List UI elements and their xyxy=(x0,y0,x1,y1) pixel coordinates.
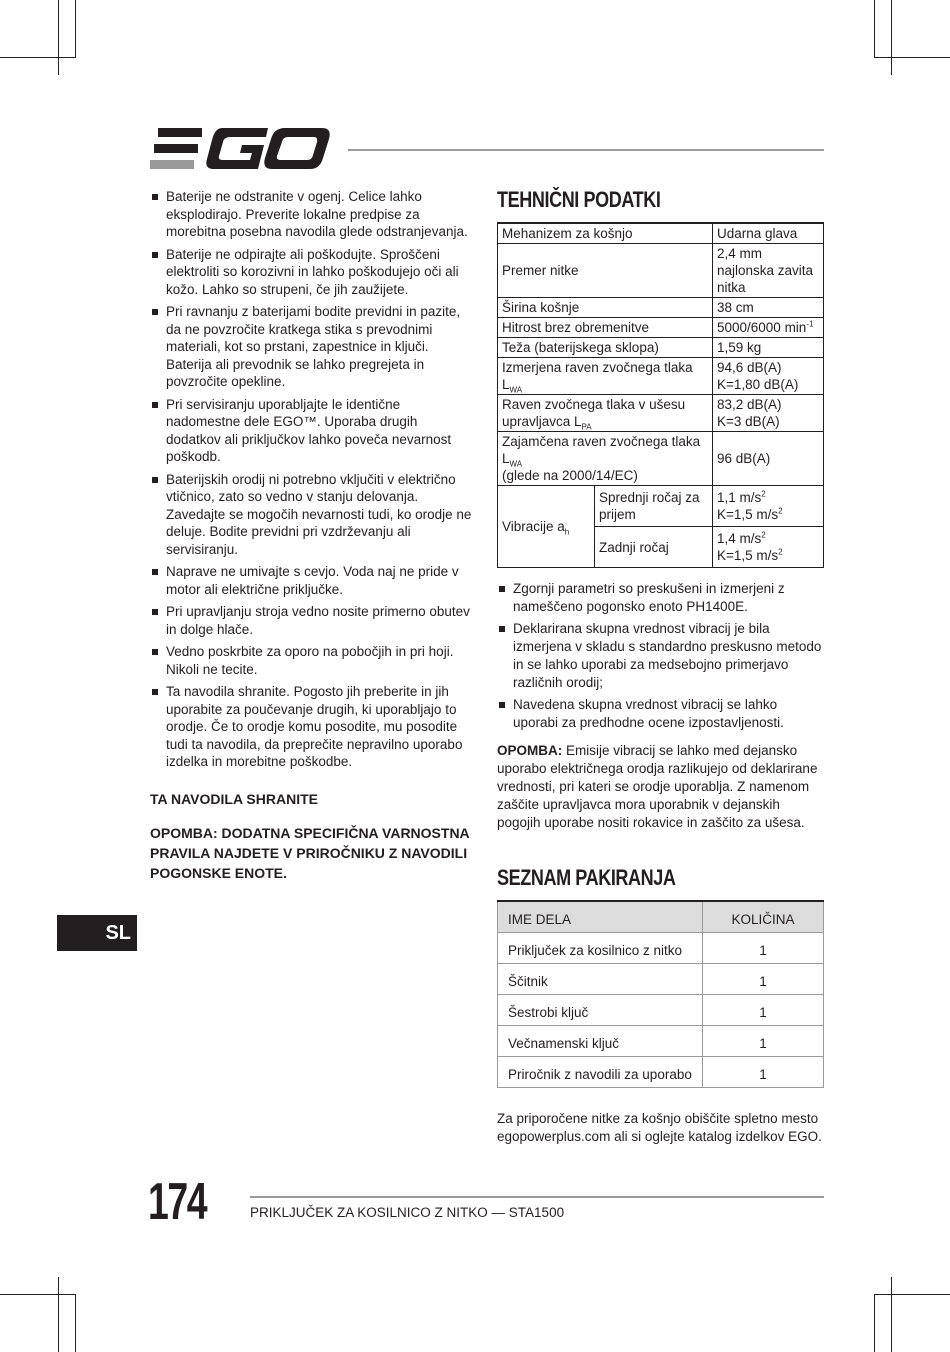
tech-data-title: TEHNIČNI PODATKI xyxy=(497,187,661,212)
lpa-label: Raven zvočnega tlaka v ušesu upravljavca L xyxy=(502,397,686,429)
part-quantity: 1 xyxy=(703,1057,824,1088)
spec-value: 96 dB(A) xyxy=(713,432,824,486)
spec-value xyxy=(713,486,824,527)
vibration-note xyxy=(497,742,824,832)
list-item: Navedena skupna vrednost vibracij se lahko uporabi za predhodne ocene izpostavljenosti. xyxy=(497,696,824,732)
list-item: Baterijskih orodij ni potrebno vključiti v električno vtičnico, zato so vedno v stanju delovanja. Zavedajte se mogočih nevarnosti tudi, ko orodje ne deluje. Bodite previdni pri vzdrževanju ali servisiranju. xyxy=(150,471,475,559)
note-text: Emisije vibracij se lahko med dejansko uporabo električnega orodja razlikujejo od deklarirane vrednosti, pri kateri se orodje uporablja. Z namenom zaščite upravljavca mora uporabnik v dejanskih pogojih uporabe nositi rokavice in zaščito za ušesa. xyxy=(497,743,818,830)
crop-mark xyxy=(875,1294,950,1295)
vibration-subscript: h xyxy=(564,527,570,537)
rear-vibration-uncertainty: K=1,5 m/s xyxy=(717,548,779,563)
part-quantity: 1 xyxy=(703,1026,824,1057)
footer-rule xyxy=(250,1196,824,1198)
list-item: Zgornji parametri so preskušeni in izmerjeni z nameščeno pogonsko enoto PH1400E. xyxy=(497,580,824,616)
safety-column xyxy=(150,188,475,883)
list-item: Naprave ne umivajte s cevjo. Voda naj ne pride v motor ali električne priključke. xyxy=(150,563,475,598)
part-quantity: 1 xyxy=(703,964,824,995)
spec-label: Premer nitke xyxy=(498,244,713,298)
lwa-value: 94,6 dB(A) xyxy=(717,360,782,375)
guaranteed-label: Zajamčena raven zvočnega tlaka L xyxy=(502,434,701,466)
crop-mark xyxy=(874,0,875,58)
table-row xyxy=(498,298,824,318)
spec-label: Širina košnje xyxy=(498,298,713,318)
spec-value xyxy=(713,395,824,432)
additional-rules-note: OPOMBA: DODATNA SPECIFIČNA VARNOSTNA PRAVILA NAJDETE V PRIROČNIKU Z NAVODILI POGONSKE ENOTE. xyxy=(150,824,470,881)
spec-value: 38 cm xyxy=(713,298,824,318)
vibration-label xyxy=(498,486,595,568)
unit-exponent: 2 xyxy=(761,530,766,540)
part-name: Večnamenski ključ xyxy=(498,1026,703,1057)
list-item: Pri upravljanju stroja vedno nosite primerno obutev in dolge hlače. xyxy=(150,603,475,638)
packing-footnote: Za priporočene nitke za košnjo obiščite spletno mesto egopowerplus.com ali si oglejte katalog izdelkov EGO. xyxy=(497,1111,822,1144)
part-name: Šestrobi ključ xyxy=(498,995,703,1026)
tech-data-table xyxy=(497,222,824,568)
unit-exponent: 2 xyxy=(761,489,766,499)
spec-value: 2,4 mm najlonska zavita nitka xyxy=(713,244,824,298)
list-item: Pri servisiranju uporabljajte le identične nadomestne dele EGO™. Uporaba drugih dodatkov ali priključkov lahko poveča nevarnost poškodb. xyxy=(150,396,475,466)
column-header: IME DELA xyxy=(498,901,703,933)
part-name: Ščitnik xyxy=(498,964,703,995)
table-row xyxy=(498,1057,824,1088)
note-label: OPOMBA: xyxy=(497,743,563,758)
lpa-value: 83,2 dB(A) xyxy=(717,397,782,412)
crop-mark xyxy=(891,1277,892,1352)
spec-label: Mehanizem za košnjo xyxy=(498,223,713,244)
table-row xyxy=(498,223,824,244)
list-item: Baterije ne odpirajte ali poškodujte. Sproščeni elektroliti so korozivni in lahko poškodujejo oči ali kožo. Lahko so strupeni, če jih zaužijete. xyxy=(150,246,475,299)
list-item: Pri ravnanju z baterijami bodite previdni in pazite, da ne povzročite kratkega stika s prevodnimi materiali, kot so prstani, zapestnice in ključi. Baterija ali prevodnik se lahko pregrejeta in povzročite opekline. xyxy=(150,303,475,391)
table-row xyxy=(498,395,824,432)
unit-exponent: 2 xyxy=(778,506,783,516)
vibration-label-text: Vibracije a xyxy=(502,519,565,534)
table-row xyxy=(498,244,824,298)
list-item: Baterije ne odstranite v ogenj. Celice lahko eksplodirajo. Preverite lokalne predpise za morebitna posebna navodila glede odstranjevanja. xyxy=(150,188,475,241)
spec-label xyxy=(498,358,713,395)
page-number: 174 xyxy=(148,1173,207,1231)
guaranteed-subscript: WA xyxy=(509,459,523,469)
spec-label: Teža (baterijskega sklopa) xyxy=(498,338,713,358)
table-row xyxy=(498,995,824,1026)
crop-mark xyxy=(0,57,75,58)
part-name: Priključek za kosilnico z nitko xyxy=(498,933,703,964)
lwa-uncertainty: K=1,80 dB(A) xyxy=(717,377,799,392)
header-rule xyxy=(348,149,824,151)
table-row xyxy=(498,338,824,358)
list-item: Deklarirana skupna vrednost vibracij je bila izmerjena v skladu s standardno preskusno metodo in se lahko uporabi za medsebojno primerjavo različnih orodij; xyxy=(497,620,824,692)
crop-mark xyxy=(58,1277,59,1352)
spec-label: Hitrost brez obremenitve xyxy=(498,318,713,338)
lwa-label: Izmerjena raven zvočnega tlaka L xyxy=(502,360,693,392)
tech-column xyxy=(497,186,824,1146)
lpa-uncertainty: K=3 dB(A) xyxy=(717,414,780,429)
crop-mark xyxy=(0,1294,75,1295)
speed-value: 5000/6000 min xyxy=(717,320,807,335)
crop-mark xyxy=(891,0,892,75)
spec-value xyxy=(713,318,824,338)
crop-mark xyxy=(875,57,950,58)
spec-label xyxy=(498,432,713,486)
language-tab: SL xyxy=(57,915,137,951)
table-row xyxy=(498,432,824,486)
unit-exponent: 2 xyxy=(778,547,783,557)
packing-list-title: SEZNAM PAKIRANJA xyxy=(497,865,676,890)
part-quantity: 1 xyxy=(703,933,824,964)
spec-label xyxy=(498,395,713,432)
list-item: Vedno poskrbite za oporo na pobočjih in pri hoji. Nikoli ne tecite. xyxy=(150,643,475,678)
spec-value: Udarna glava xyxy=(713,223,824,244)
tech-notes-list xyxy=(497,580,824,732)
crop-mark xyxy=(75,0,76,58)
spec-value xyxy=(713,527,824,568)
crop-mark xyxy=(75,1294,76,1352)
lpa-subscript: PA xyxy=(581,422,592,432)
save-instructions-heading: TA NAVODILA SHRANITE xyxy=(150,790,318,807)
table-row xyxy=(498,964,824,995)
table-row xyxy=(498,486,824,527)
front-vibration-uncertainty: K=1,5 m/s xyxy=(717,507,779,522)
safety-list xyxy=(150,188,475,771)
table-row xyxy=(498,318,824,338)
footer-title: PRIKLJUČEK ZA KOSILNICO Z NITKO — STA1500 xyxy=(250,1205,565,1220)
front-vibration-value: 1,1 m/s xyxy=(717,490,762,505)
crop-mark xyxy=(874,1294,875,1352)
spec-value xyxy=(713,358,824,395)
part-name: Priročnik z navodili za uporabo xyxy=(498,1057,703,1088)
rear-handle-label: Zadnji ročaj xyxy=(595,527,713,568)
table-header-row xyxy=(498,901,824,933)
column-header: KOLIČINA xyxy=(703,901,824,933)
table-row xyxy=(498,933,824,964)
part-quantity: 1 xyxy=(703,995,824,1026)
list-item: Ta navodila shranite. Pogosto jih preberite in jih uporabite za poučevanje drugih, ki uporabljajo to orodje. Če to orodje komu posodite, mu posodite tudi ta navodila, da preprečite nepravilno uporabo izdelka in morebitne poškodbe. xyxy=(150,683,475,771)
crop-mark xyxy=(58,0,59,75)
speed-unit-exponent: -1 xyxy=(806,319,814,329)
ego-logo xyxy=(150,128,330,170)
front-handle-label: Sprednji ročaj za prijem xyxy=(595,486,713,527)
lwa-subscript: WA xyxy=(509,385,523,395)
table-row xyxy=(498,1026,824,1057)
table-row xyxy=(498,358,824,395)
guaranteed-directive: (glede na 2000/14/EC) xyxy=(502,468,638,483)
spec-value: 1,59 kg xyxy=(713,338,824,358)
packing-list-table xyxy=(497,900,824,1088)
rear-vibration-value: 1,4 m/s xyxy=(717,531,762,546)
